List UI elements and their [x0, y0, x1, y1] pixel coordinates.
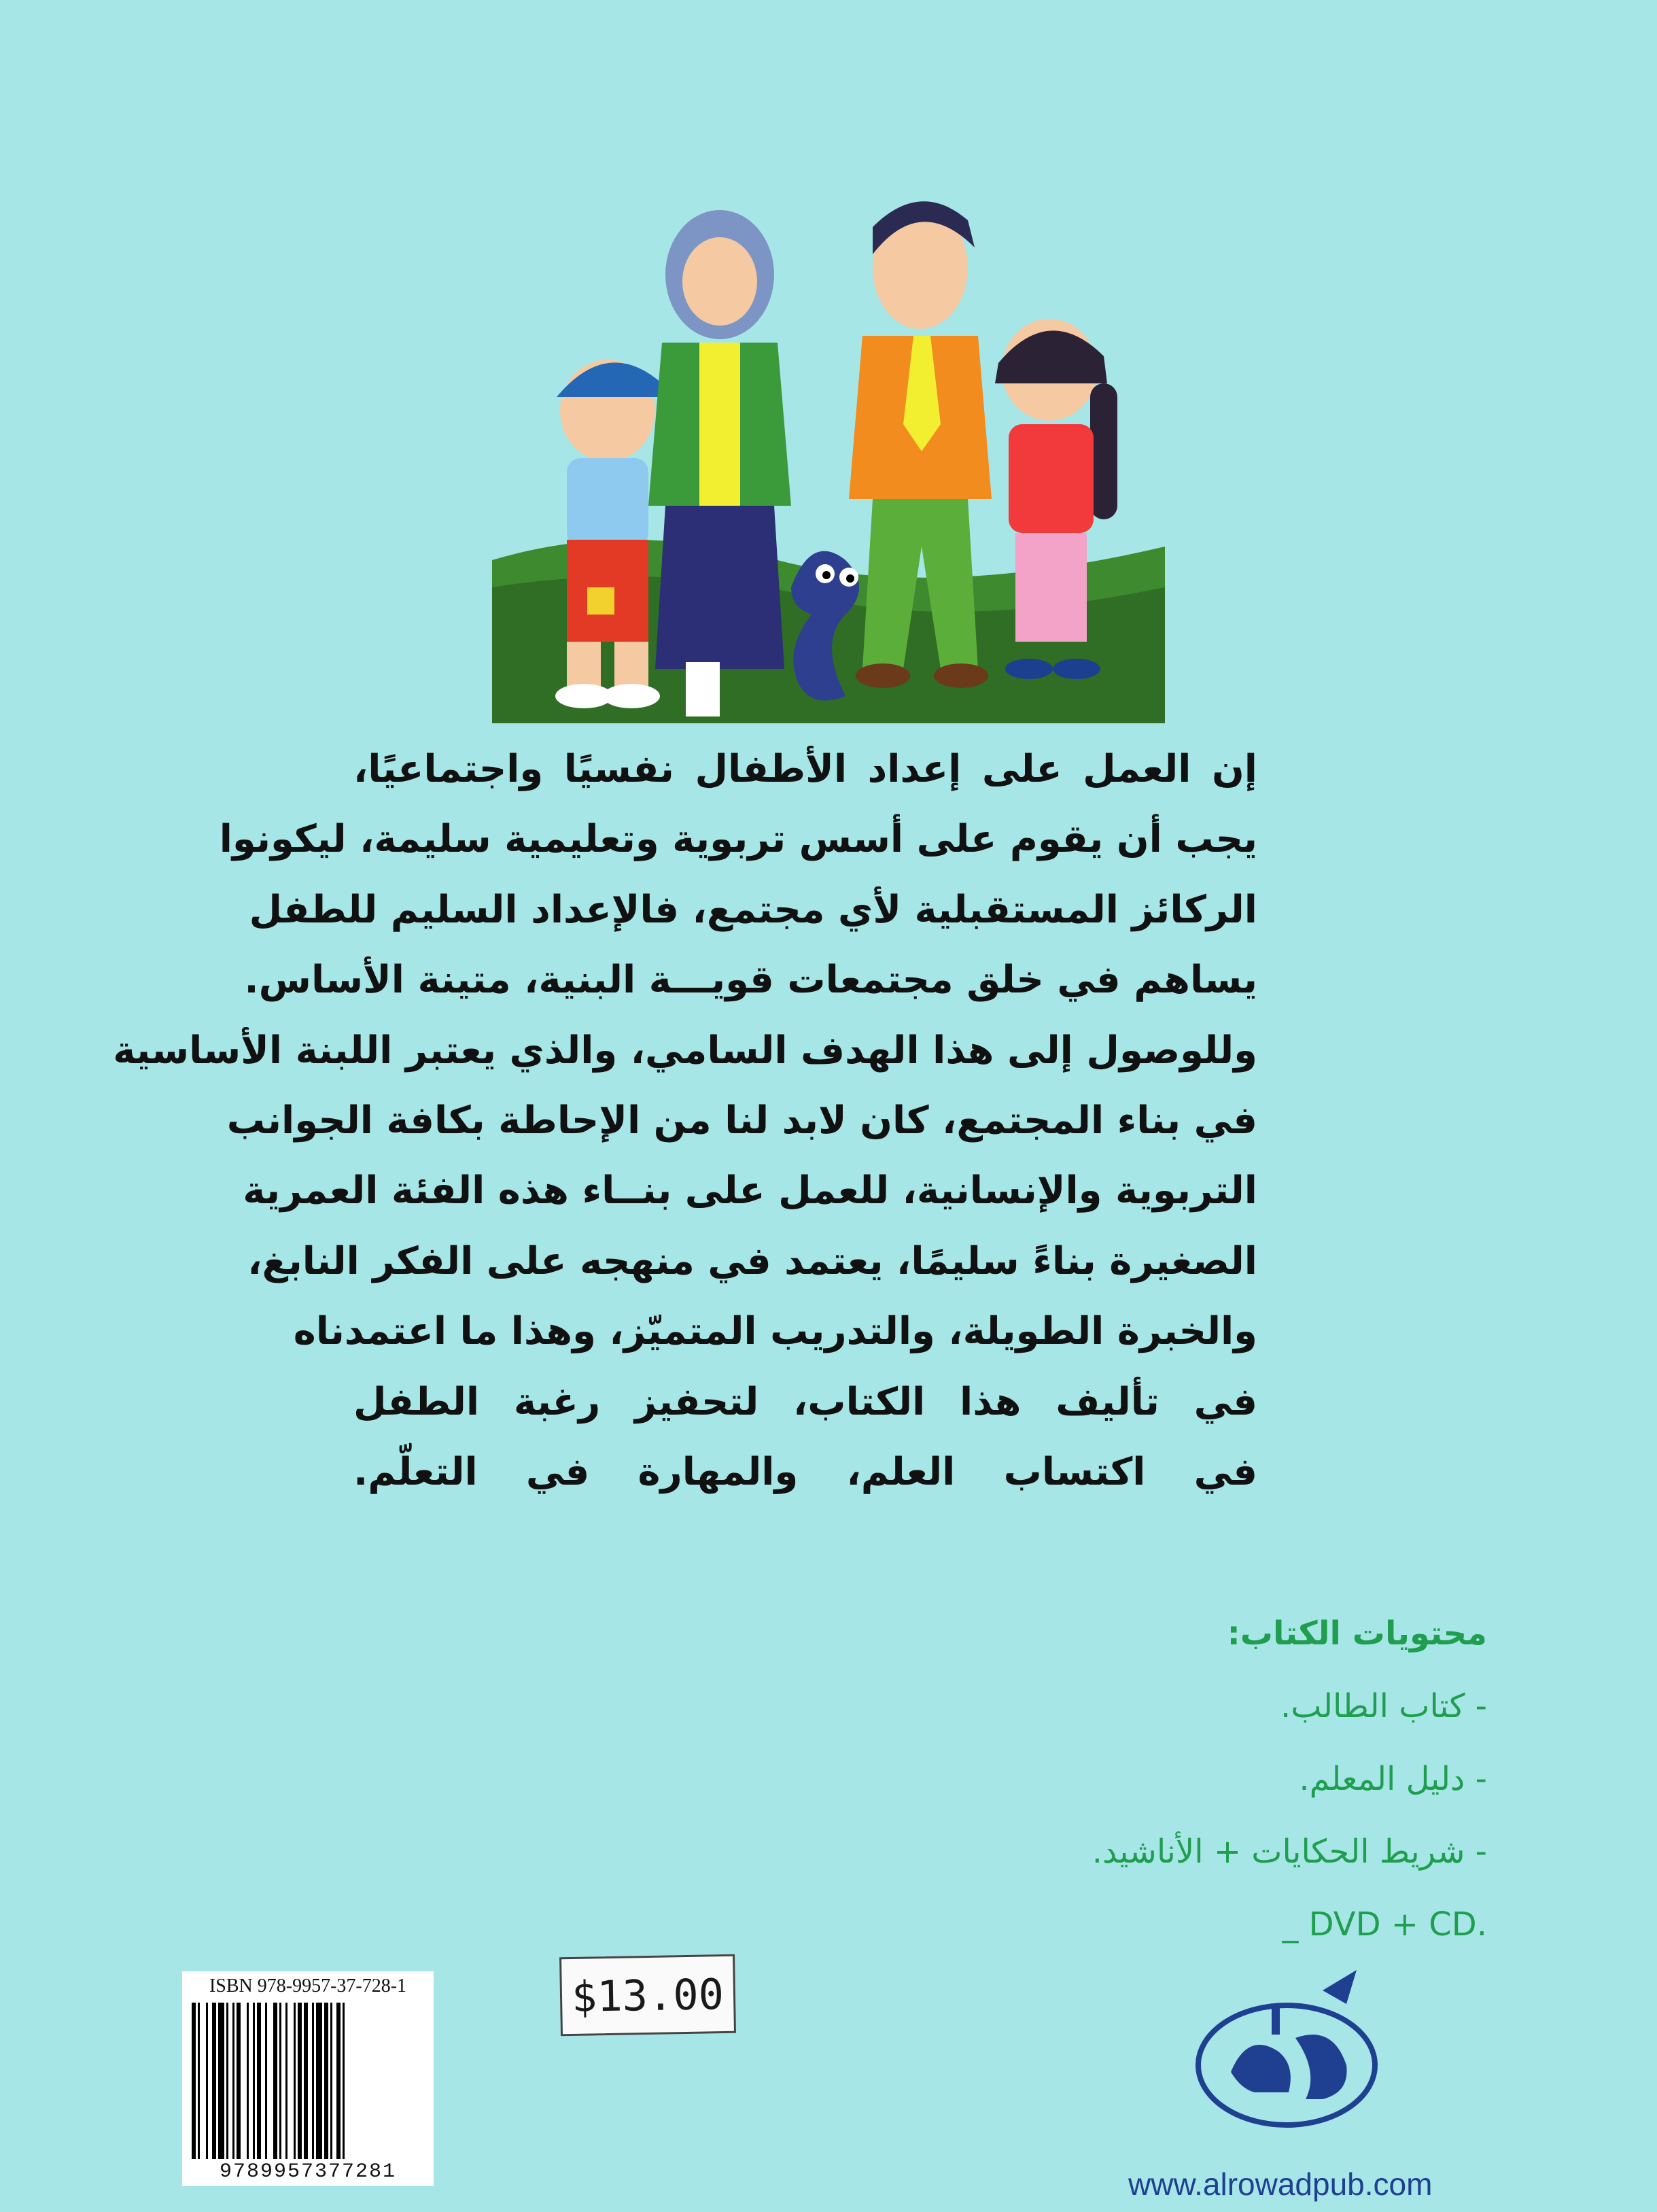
barcode-bar — [343, 2003, 345, 2159]
barcode-bar — [232, 2003, 234, 2159]
blurb-line: يجب أن يقوم على أسس تربوية وتعليمية سليمة، ليكونوا — [219, 817, 1257, 862]
blurb-line: في تأليف هذا الكتاب، لتحفيز رغبة الطفل — [353, 1379, 1257, 1424]
barcode-bar — [294, 2003, 296, 2159]
barcode-bar — [279, 2003, 281, 2159]
blurb-line: الركائز المستقبلية لأي مجتمع، فالإعداد السليم للطفل — [249, 887, 1257, 932]
barcode-bar — [192, 2003, 196, 2159]
back-cover-blurb — [113, 734, 1257, 1507]
family-illustration — [492, 179, 1165, 723]
contents-heading: محتويات الكتاب: — [1227, 1614, 1487, 1653]
blurb-line: إن العمل على إعداد الأطفال نفسيًا واجتماعيًا، — [353, 747, 1257, 791]
contents-item: - شريط الحكايات + الأناشيد. — [1092, 1833, 1487, 1871]
barcode-bar — [253, 2003, 255, 2159]
barcode-bar — [198, 2003, 200, 2159]
book-contents-list — [671, 1597, 1487, 1961]
barcode-bar — [206, 2003, 208, 2159]
blurb-line: الصغيرة بناءً سليمًا، يعتمد في منهجه على الفكر النابغ، — [247, 1239, 1257, 1283]
barcode-bar — [304, 2003, 308, 2159]
price-sticker — [559, 1954, 736, 2036]
barcode-bar — [237, 2003, 241, 2159]
barcode-bar — [247, 2003, 249, 2159]
barcode-bar — [273, 2003, 277, 2159]
barcode-bar — [298, 2003, 302, 2159]
blurb-line: في بناء المجتمع، كان لابد لنا من الإحاطة بكافة الجوانب — [226, 1099, 1257, 1143]
barcode-bar — [226, 2003, 228, 2159]
blurb-line: وللوصول إلى هذا الهدف السامي، والذي يعتبر اللبنة الأساسية — [113, 1028, 1257, 1073]
isbn-label: ISBN 978-9957-37-728-1 — [209, 1975, 407, 1997]
barcode-bar — [324, 2003, 328, 2159]
barcode-bars — [189, 2003, 427, 2159]
barcode-bar — [257, 2003, 261, 2159]
mother-figure — [648, 210, 791, 716]
alrowad-logo-icon — [1193, 1963, 1380, 2130]
barcode — [182, 1971, 434, 2186]
contents-item: - كتاب الطالب. — [1280, 1687, 1487, 1725]
blurb-line: والخبرة الطويلة، والتدريب المتميّز، وهذا ما اعتمدناه — [293, 1309, 1257, 1354]
barcode-bar — [285, 2003, 287, 2159]
website-url[interactable]: www.alrowadpub.com — [1128, 2166, 1433, 2202]
barcode-bar — [330, 2003, 332, 2159]
barcode-number: 9789957377281 — [219, 2160, 397, 2183]
barcode-bar — [218, 2003, 224, 2159]
price-label: $13.00 — [571, 1969, 725, 2022]
barcode-bar — [336, 2003, 341, 2159]
barcode-bar — [312, 2003, 314, 2159]
blurb-line: التربوية والإنسانية، للعمل على بنــاء هذه الفئة العمرية — [243, 1169, 1257, 1213]
barcode-bar — [316, 2003, 322, 2159]
contents-item: _ DVD + CD. — [1282, 1905, 1487, 1943]
blurb-line: في اكتساب العلم، والمهارة في التعلّم. — [353, 1450, 1257, 1495]
blurb-line: يساهم في خلق مجتمعات قويـــة البنية، متينة الأساس. — [244, 958, 1257, 1003]
contents-item: - دليل المعلم. — [1299, 1760, 1487, 1798]
barcode-bar — [265, 2003, 267, 2159]
barcode-bar — [212, 2003, 216, 2159]
